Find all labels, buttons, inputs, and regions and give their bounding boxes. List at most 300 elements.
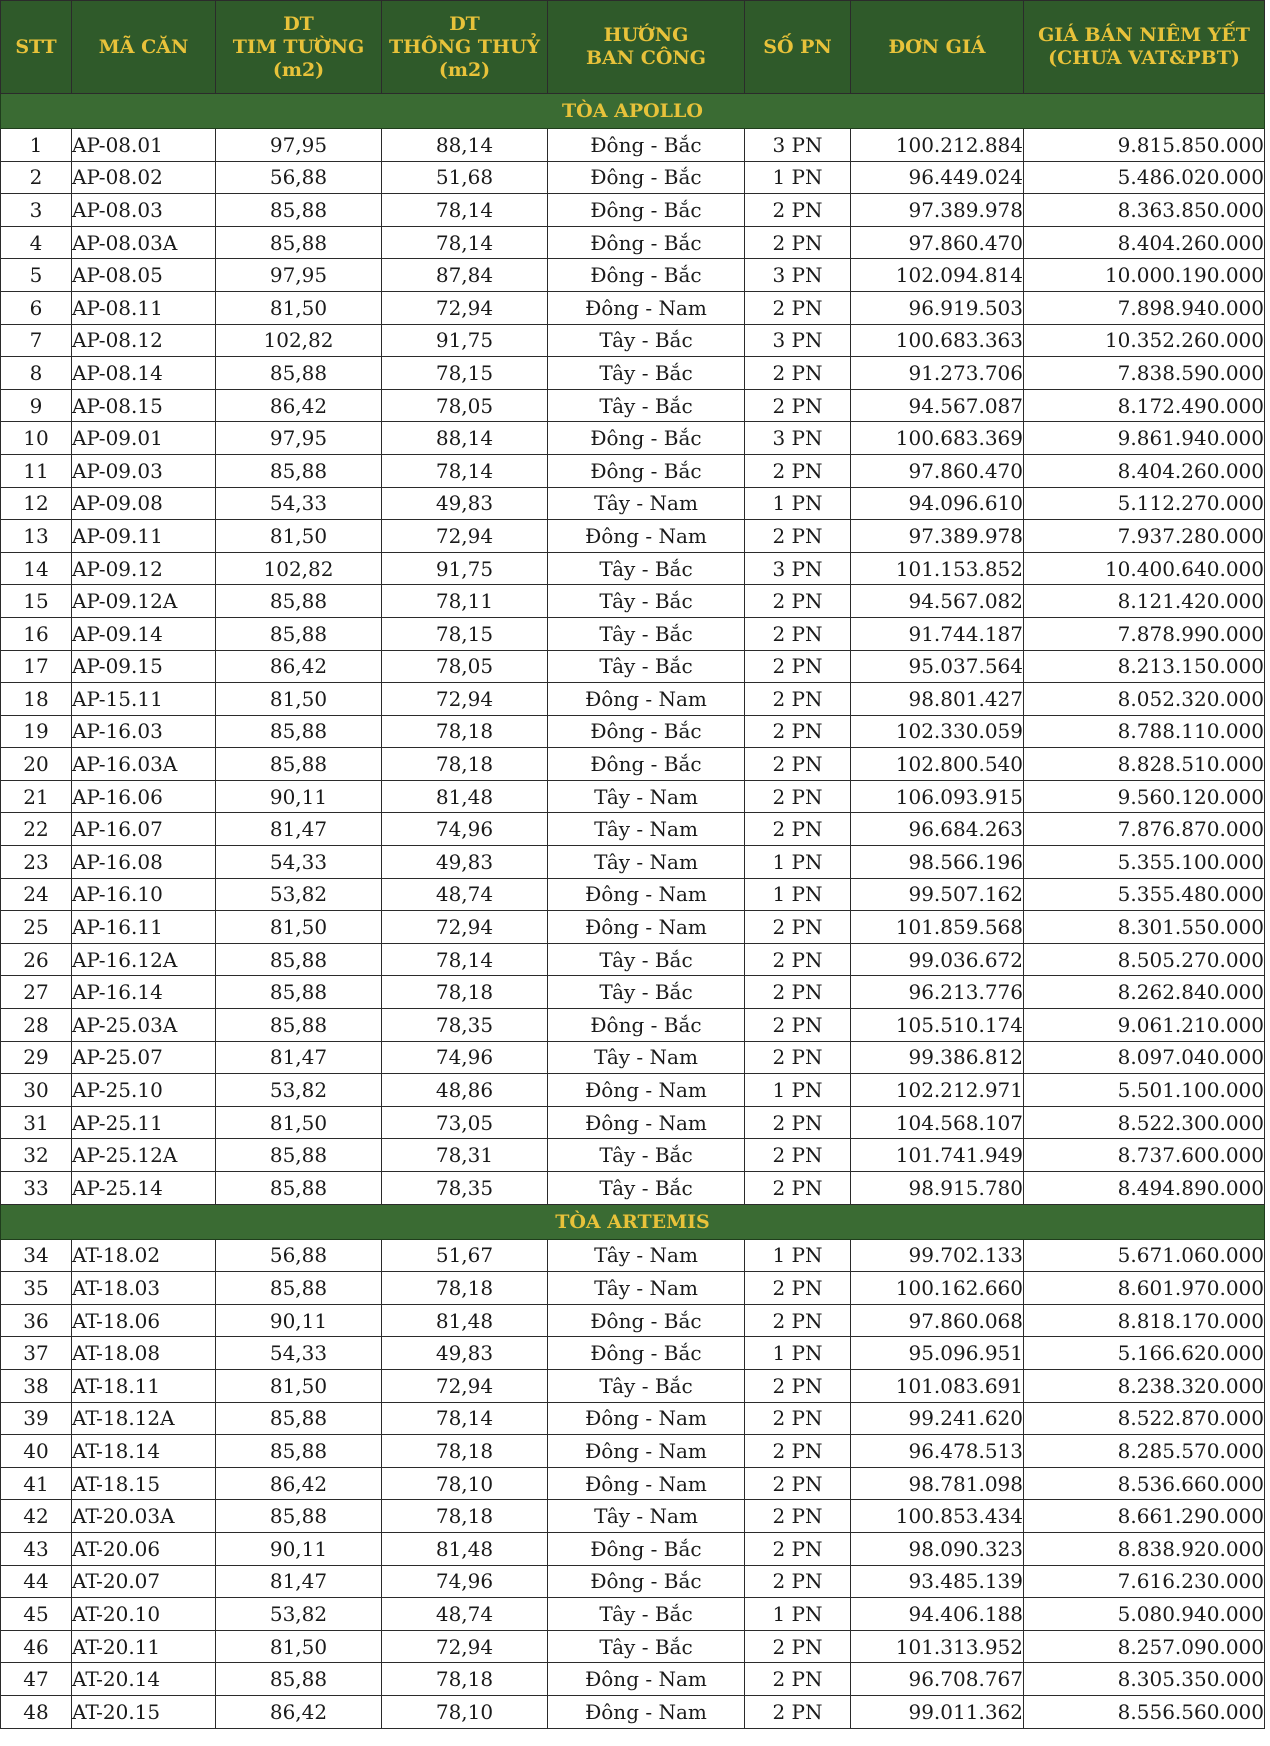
cell-ma-can: AP-16.08 bbox=[72, 846, 216, 879]
cell-dt-tim-tuong: 81,50 bbox=[216, 291, 382, 324]
cell-dt-thong-thuy: 74,96 bbox=[382, 813, 548, 846]
cell-stt: 42 bbox=[1, 1500, 72, 1533]
cell-dt-thong-thuy: 78,05 bbox=[382, 389, 548, 422]
cell-dt-tim-tuong: 53,82 bbox=[216, 1074, 382, 1107]
cell-so-pn: 1 PN bbox=[745, 1337, 851, 1370]
cell-don-gia: 101.313.952 bbox=[851, 1630, 1024, 1663]
cell-dt-tim-tuong: 53,82 bbox=[216, 1598, 382, 1631]
cell-so-pn: 1 PN bbox=[745, 161, 851, 194]
cell-dt-tim-tuong: 56,88 bbox=[216, 1239, 382, 1272]
cell-so-pn: 2 PN bbox=[745, 715, 851, 748]
cell-gia-ban: 7.878.990.000 bbox=[1024, 617, 1265, 650]
cell-ma-can: AT-20.06 bbox=[72, 1532, 216, 1565]
cell-gia-ban: 8.262.840.000 bbox=[1024, 976, 1265, 1009]
cell-dt-thong-thuy: 78,18 bbox=[382, 1500, 548, 1533]
cell-ma-can: AT-18.15 bbox=[72, 1467, 216, 1500]
cell-dt-tim-tuong: 81,50 bbox=[216, 1106, 382, 1139]
cell-dt-thong-thuy: 78,15 bbox=[382, 617, 548, 650]
cell-gia-ban: 8.522.870.000 bbox=[1024, 1402, 1265, 1435]
cell-huong: Đông - Nam bbox=[548, 1663, 745, 1696]
cell-stt: 2 bbox=[1, 161, 72, 194]
cell-don-gia: 102.330.059 bbox=[851, 715, 1024, 748]
cell-ma-can: AP-09.12 bbox=[72, 552, 216, 585]
cell-don-gia: 97.860.470 bbox=[851, 226, 1024, 259]
cell-ma-can: AP-25.07 bbox=[72, 1041, 216, 1074]
cell-dt-tim-tuong: 81,47 bbox=[216, 1041, 382, 1074]
table-row bbox=[1, 129, 1265, 162]
table-row bbox=[1, 878, 1265, 911]
cell-dt-thong-thuy: 74,96 bbox=[382, 1041, 548, 1074]
cell-so-pn: 3 PN bbox=[745, 259, 851, 292]
cell-so-pn: 2 PN bbox=[745, 226, 851, 259]
cell-huong: Tây - Nam bbox=[548, 813, 745, 846]
cell-so-pn: 3 PN bbox=[745, 422, 851, 455]
cell-dt-tim-tuong: 90,11 bbox=[216, 780, 382, 813]
cell-don-gia: 96.919.503 bbox=[851, 291, 1024, 324]
cell-huong: Đông - Nam bbox=[548, 1074, 745, 1107]
cell-dt-tim-tuong: 85,88 bbox=[216, 1500, 382, 1533]
cell-huong: Tây - Bắc bbox=[548, 617, 745, 650]
cell-so-pn: 2 PN bbox=[745, 1041, 851, 1074]
table-row bbox=[1, 976, 1265, 1009]
cell-dt-thong-thuy: 48,74 bbox=[382, 1598, 548, 1631]
cell-gia-ban: 8.838.920.000 bbox=[1024, 1532, 1265, 1565]
cell-dt-tim-tuong: 81,50 bbox=[216, 683, 382, 716]
cell-ma-can: AT-18.12A bbox=[72, 1402, 216, 1435]
cell-ma-can: AP-08.03A bbox=[72, 226, 216, 259]
cell-ma-can: AP-08.02 bbox=[72, 161, 216, 194]
cell-so-pn: 2 PN bbox=[745, 650, 851, 683]
table-row bbox=[1, 1663, 1265, 1696]
cell-don-gia: 98.801.427 bbox=[851, 683, 1024, 716]
cell-dt-tim-tuong: 97,95 bbox=[216, 129, 382, 162]
cell-dt-thong-thuy: 51,68 bbox=[382, 161, 548, 194]
cell-don-gia: 100.162.660 bbox=[851, 1272, 1024, 1305]
cell-dt-thong-thuy: 72,94 bbox=[382, 291, 548, 324]
cell-huong: Tây - Nam bbox=[548, 1041, 745, 1074]
cell-dt-tim-tuong: 86,42 bbox=[216, 389, 382, 422]
cell-ma-can: AP-15.11 bbox=[72, 683, 216, 716]
cell-gia-ban: 8.301.550.000 bbox=[1024, 911, 1265, 944]
cell-dt-tim-tuong: 97,95 bbox=[216, 422, 382, 455]
cell-don-gia: 100.683.369 bbox=[851, 422, 1024, 455]
cell-don-gia: 99.702.133 bbox=[851, 1239, 1024, 1272]
cell-gia-ban: 8.788.110.000 bbox=[1024, 715, 1265, 748]
cell-so-pn: 2 PN bbox=[745, 1500, 851, 1533]
table-row bbox=[1, 1172, 1265, 1205]
cell-don-gia: 96.213.776 bbox=[851, 976, 1024, 1009]
cell-dt-tim-tuong: 97,95 bbox=[216, 259, 382, 292]
cell-gia-ban: 8.494.890.000 bbox=[1024, 1172, 1265, 1205]
cell-gia-ban: 5.501.100.000 bbox=[1024, 1074, 1265, 1107]
table-row bbox=[1, 911, 1265, 944]
table-row bbox=[1, 1304, 1265, 1337]
cell-dt-thong-thuy: 49,83 bbox=[382, 487, 548, 520]
cell-stt: 40 bbox=[1, 1435, 72, 1468]
cell-dt-thong-thuy: 78,10 bbox=[382, 1695, 548, 1728]
cell-stt: 7 bbox=[1, 324, 72, 357]
cell-dt-thong-thuy: 91,75 bbox=[382, 552, 548, 585]
cell-ma-can: AT-18.06 bbox=[72, 1304, 216, 1337]
cell-huong: Tây - Bắc bbox=[548, 1598, 745, 1631]
cell-dt-thong-thuy: 72,94 bbox=[382, 683, 548, 716]
cell-huong: Tây - Nam bbox=[548, 780, 745, 813]
cell-stt: 8 bbox=[1, 357, 72, 390]
cell-gia-ban: 8.172.490.000 bbox=[1024, 389, 1265, 422]
table-row bbox=[1, 1500, 1265, 1533]
cell-so-pn: 2 PN bbox=[745, 1663, 851, 1696]
cell-don-gia: 105.510.174 bbox=[851, 1009, 1024, 1042]
cell-stt: 5 bbox=[1, 259, 72, 292]
cell-dt-thong-thuy: 78,18 bbox=[382, 748, 548, 781]
cell-dt-thong-thuy: 81,48 bbox=[382, 780, 548, 813]
cell-gia-ban: 9.560.120.000 bbox=[1024, 780, 1265, 813]
cell-gia-ban: 8.601.970.000 bbox=[1024, 1272, 1265, 1305]
cell-don-gia: 97.389.978 bbox=[851, 194, 1024, 227]
cell-dt-tim-tuong: 54,33 bbox=[216, 487, 382, 520]
cell-don-gia: 100.212.884 bbox=[851, 129, 1024, 162]
cell-ma-can: AT-18.02 bbox=[72, 1239, 216, 1272]
cell-dt-tim-tuong: 81,50 bbox=[216, 911, 382, 944]
cell-don-gia: 101.083.691 bbox=[851, 1369, 1024, 1402]
cell-so-pn: 2 PN bbox=[745, 1172, 851, 1205]
cell-huong: Đông - Nam bbox=[548, 911, 745, 944]
cell-dt-tim-tuong: 86,42 bbox=[216, 650, 382, 683]
cell-don-gia: 99.241.620 bbox=[851, 1402, 1024, 1435]
cell-huong: Tây - Nam bbox=[548, 846, 745, 879]
cell-dt-thong-thuy: 78,31 bbox=[382, 1139, 548, 1172]
cell-so-pn: 2 PN bbox=[745, 585, 851, 618]
cell-so-pn: 2 PN bbox=[745, 389, 851, 422]
cell-don-gia: 93.485.139 bbox=[851, 1565, 1024, 1598]
cell-gia-ban: 8.737.600.000 bbox=[1024, 1139, 1265, 1172]
cell-huong: Tây - Nam bbox=[548, 1239, 745, 1272]
cell-so-pn: 2 PN bbox=[745, 1402, 851, 1435]
cell-dt-tim-tuong: 85,88 bbox=[216, 1663, 382, 1696]
cell-so-pn: 2 PN bbox=[745, 291, 851, 324]
cell-huong: Đông - Bắc bbox=[548, 422, 745, 455]
table-row bbox=[1, 683, 1265, 716]
cell-don-gia: 96.449.024 bbox=[851, 161, 1024, 194]
cell-so-pn: 2 PN bbox=[745, 1272, 851, 1305]
cell-gia-ban: 10.400.640.000 bbox=[1024, 552, 1265, 585]
cell-huong: Tây - Bắc bbox=[548, 585, 745, 618]
table-row bbox=[1, 846, 1265, 879]
cell-so-pn: 3 PN bbox=[745, 552, 851, 585]
cell-ma-can: AP-08.03 bbox=[72, 194, 216, 227]
cell-so-pn: 2 PN bbox=[745, 1695, 851, 1728]
cell-ma-can: AP-16.03 bbox=[72, 715, 216, 748]
cell-gia-ban: 8.556.560.000 bbox=[1024, 1695, 1265, 1728]
cell-dt-thong-thuy: 48,74 bbox=[382, 878, 548, 911]
cell-gia-ban: 8.305.350.000 bbox=[1024, 1663, 1265, 1696]
cell-gia-ban: 8.213.150.000 bbox=[1024, 650, 1265, 683]
cell-gia-ban: 10.352.260.000 bbox=[1024, 324, 1265, 357]
cell-dt-tim-tuong: 81,50 bbox=[216, 1369, 382, 1402]
cell-so-pn: 2 PN bbox=[745, 683, 851, 716]
cell-don-gia: 101.153.852 bbox=[851, 552, 1024, 585]
cell-dt-thong-thuy: 88,14 bbox=[382, 422, 548, 455]
cell-huong: Đông - Nam bbox=[548, 1402, 745, 1435]
table-row bbox=[1, 1041, 1265, 1074]
table-row bbox=[1, 1009, 1265, 1042]
cell-ma-can: AP-08.01 bbox=[72, 129, 216, 162]
cell-dt-tim-tuong: 86,42 bbox=[216, 1695, 382, 1728]
cell-ma-can: AT-20.15 bbox=[72, 1695, 216, 1728]
table-row bbox=[1, 1074, 1265, 1107]
cell-so-pn: 1 PN bbox=[745, 846, 851, 879]
cell-dt-thong-thuy: 88,14 bbox=[382, 129, 548, 162]
table-row bbox=[1, 1369, 1265, 1402]
cell-ma-can: AT-20.11 bbox=[72, 1630, 216, 1663]
cell-dt-tim-tuong: 85,88 bbox=[216, 585, 382, 618]
cell-don-gia: 101.859.568 bbox=[851, 911, 1024, 944]
cell-dt-thong-thuy: 78,14 bbox=[382, 943, 548, 976]
table-row bbox=[1, 1402, 1265, 1435]
cell-huong: Tây - Bắc bbox=[548, 1139, 745, 1172]
cell-stt: 31 bbox=[1, 1106, 72, 1139]
cell-huong: Đông - Bắc bbox=[548, 1009, 745, 1042]
cell-huong: Tây - Bắc bbox=[548, 650, 745, 683]
cell-dt-tim-tuong: 53,82 bbox=[216, 878, 382, 911]
cell-gia-ban: 5.355.100.000 bbox=[1024, 846, 1265, 879]
cell-gia-ban: 10.000.190.000 bbox=[1024, 259, 1265, 292]
cell-huong: Đông - Nam bbox=[548, 878, 745, 911]
cell-gia-ban: 5.080.940.000 bbox=[1024, 1598, 1265, 1631]
cell-huong: Tây - Bắc bbox=[548, 1630, 745, 1663]
cell-stt: 22 bbox=[1, 813, 72, 846]
cell-don-gia: 102.800.540 bbox=[851, 748, 1024, 781]
cell-huong: Đông - Nam bbox=[548, 1695, 745, 1728]
cell-so-pn: 3 PN bbox=[745, 129, 851, 162]
cell-gia-ban: 7.838.590.000 bbox=[1024, 357, 1265, 390]
cell-huong: Đông - Bắc bbox=[548, 454, 745, 487]
table-row bbox=[1, 1239, 1265, 1272]
cell-don-gia: 104.568.107 bbox=[851, 1106, 1024, 1139]
cell-so-pn: 1 PN bbox=[745, 1239, 851, 1272]
cell-don-gia: 98.090.323 bbox=[851, 1532, 1024, 1565]
cell-huong: Đông - Nam bbox=[548, 520, 745, 553]
cell-stt: 12 bbox=[1, 487, 72, 520]
cell-gia-ban: 8.257.090.000 bbox=[1024, 1630, 1265, 1663]
cell-gia-ban: 7.616.230.000 bbox=[1024, 1565, 1265, 1598]
cell-so-pn: 2 PN bbox=[745, 1139, 851, 1172]
cell-dt-thong-thuy: 78,35 bbox=[382, 1009, 548, 1042]
cell-don-gia: 98.915.780 bbox=[851, 1172, 1024, 1205]
cell-so-pn: 1 PN bbox=[745, 1074, 851, 1107]
cell-huong: Đông - Bắc bbox=[548, 194, 745, 227]
header-so-pn: SỐ PN bbox=[745, 1, 851, 94]
cell-huong: Đông - Bắc bbox=[548, 1532, 745, 1565]
header-row bbox=[1, 1, 1265, 94]
cell-huong: Đông - Bắc bbox=[548, 1304, 745, 1337]
cell-gia-ban: 9.815.850.000 bbox=[1024, 129, 1265, 162]
cell-ma-can: AT-20.10 bbox=[72, 1598, 216, 1631]
cell-don-gia: 99.386.812 bbox=[851, 1041, 1024, 1074]
cell-ma-can: AP-08.15 bbox=[72, 389, 216, 422]
cell-don-gia: 95.037.564 bbox=[851, 650, 1024, 683]
cell-dt-thong-thuy: 78,05 bbox=[382, 650, 548, 683]
cell-gia-ban: 8.285.570.000 bbox=[1024, 1435, 1265, 1468]
cell-huong: Tây - Bắc bbox=[548, 389, 745, 422]
cell-so-pn: 2 PN bbox=[745, 976, 851, 1009]
cell-gia-ban: 8.505.270.000 bbox=[1024, 943, 1265, 976]
cell-don-gia: 100.853.434 bbox=[851, 1500, 1024, 1533]
cell-dt-tim-tuong: 85,88 bbox=[216, 1272, 382, 1305]
cell-ma-can: AT-18.11 bbox=[72, 1369, 216, 1402]
cell-dt-thong-thuy: 72,94 bbox=[382, 1369, 548, 1402]
cell-ma-can: AP-25.11 bbox=[72, 1106, 216, 1139]
cell-stt: 10 bbox=[1, 422, 72, 455]
header-gia-ban: GIÁ BÁN NIÊM YẾT (CHƯA VAT&PBT) bbox=[1024, 1, 1265, 94]
cell-don-gia: 96.478.513 bbox=[851, 1435, 1024, 1468]
cell-dt-thong-thuy: 91,75 bbox=[382, 324, 548, 357]
cell-ma-can: AT-20.14 bbox=[72, 1663, 216, 1696]
cell-stt: 44 bbox=[1, 1565, 72, 1598]
cell-so-pn: 3 PN bbox=[745, 324, 851, 357]
cell-ma-can: AP-09.14 bbox=[72, 617, 216, 650]
cell-dt-thong-thuy: 49,83 bbox=[382, 1337, 548, 1370]
cell-huong: Tây - Bắc bbox=[548, 1369, 745, 1402]
cell-huong: Đông - Bắc bbox=[548, 715, 745, 748]
table-row bbox=[1, 1435, 1265, 1468]
cell-huong: Đông - Nam bbox=[548, 1435, 745, 1468]
cell-dt-tim-tuong: 56,88 bbox=[216, 161, 382, 194]
cell-stt: 45 bbox=[1, 1598, 72, 1631]
cell-don-gia: 100.683.363 bbox=[851, 324, 1024, 357]
cell-dt-thong-thuy: 78,18 bbox=[382, 1435, 548, 1468]
cell-stt: 38 bbox=[1, 1369, 72, 1402]
cell-dt-tim-tuong: 81,47 bbox=[216, 1565, 382, 1598]
cell-dt-thong-thuy: 78,18 bbox=[382, 715, 548, 748]
cell-don-gia: 98.566.196 bbox=[851, 846, 1024, 879]
cell-gia-ban: 8.661.290.000 bbox=[1024, 1500, 1265, 1533]
cell-gia-ban: 8.121.420.000 bbox=[1024, 585, 1265, 618]
cell-stt: 28 bbox=[1, 1009, 72, 1042]
cell-so-pn: 2 PN bbox=[745, 1106, 851, 1139]
cell-stt: 15 bbox=[1, 585, 72, 618]
cell-huong: Tây - Bắc bbox=[548, 943, 745, 976]
table-row bbox=[1, 1598, 1265, 1631]
cell-dt-tim-tuong: 85,88 bbox=[216, 1009, 382, 1042]
cell-dt-thong-thuy: 49,83 bbox=[382, 846, 548, 879]
cell-dt-tim-tuong: 81,50 bbox=[216, 1630, 382, 1663]
cell-ma-can: AT-18.08 bbox=[72, 1337, 216, 1370]
cell-stt: 21 bbox=[1, 780, 72, 813]
cell-dt-thong-thuy: 78,15 bbox=[382, 357, 548, 390]
cell-dt-tim-tuong: 54,33 bbox=[216, 1337, 382, 1370]
table-row bbox=[1, 194, 1265, 227]
header-dt-tim-tuong: DT TIM TƯỜNG (m2) bbox=[216, 1, 382, 94]
table-row bbox=[1, 422, 1265, 455]
cell-dt-tim-tuong: 54,33 bbox=[216, 846, 382, 879]
cell-dt-thong-thuy: 73,05 bbox=[382, 1106, 548, 1139]
cell-gia-ban: 9.061.210.000 bbox=[1024, 1009, 1265, 1042]
table-row bbox=[1, 1695, 1265, 1728]
cell-huong: Đông - Nam bbox=[548, 1467, 745, 1500]
cell-dt-thong-thuy: 78,35 bbox=[382, 1172, 548, 1205]
cell-don-gia: 96.708.767 bbox=[851, 1663, 1024, 1696]
cell-gia-ban: 5.486.020.000 bbox=[1024, 161, 1265, 194]
cell-stt: 3 bbox=[1, 194, 72, 227]
cell-huong: Tây - Bắc bbox=[548, 324, 745, 357]
cell-ma-can: AP-09.01 bbox=[72, 422, 216, 455]
cell-don-gia: 99.036.672 bbox=[851, 943, 1024, 976]
cell-ma-can: AP-08.12 bbox=[72, 324, 216, 357]
cell-don-gia: 99.011.362 bbox=[851, 1695, 1024, 1728]
cell-ma-can: AP-08.11 bbox=[72, 291, 216, 324]
cell-so-pn: 2 PN bbox=[745, 780, 851, 813]
cell-don-gia: 101.741.949 bbox=[851, 1139, 1024, 1172]
cell-ma-can: AP-08.05 bbox=[72, 259, 216, 292]
cell-dt-tim-tuong: 85,88 bbox=[216, 1402, 382, 1435]
cell-ma-can: AP-09.11 bbox=[72, 520, 216, 553]
cell-don-gia: 96.684.263 bbox=[851, 813, 1024, 846]
table-row bbox=[1, 813, 1265, 846]
cell-stt: 34 bbox=[1, 1239, 72, 1272]
cell-dt-thong-thuy: 87,84 bbox=[382, 259, 548, 292]
cell-ma-can: AP-09.03 bbox=[72, 454, 216, 487]
cell-ma-can: AP-25.12A bbox=[72, 1139, 216, 1172]
cell-stt: 30 bbox=[1, 1074, 72, 1107]
table-row bbox=[1, 161, 1265, 194]
cell-dt-tim-tuong: 85,88 bbox=[216, 748, 382, 781]
cell-don-gia: 102.094.814 bbox=[851, 259, 1024, 292]
cell-huong: Đông - Nam bbox=[548, 1106, 745, 1139]
cell-gia-ban: 5.166.620.000 bbox=[1024, 1337, 1265, 1370]
cell-huong: Đông - Bắc bbox=[548, 161, 745, 194]
cell-stt: 41 bbox=[1, 1467, 72, 1500]
cell-stt: 39 bbox=[1, 1402, 72, 1435]
cell-stt: 35 bbox=[1, 1272, 72, 1305]
cell-dt-tim-tuong: 85,88 bbox=[216, 1139, 382, 1172]
table-row bbox=[1, 1532, 1265, 1565]
cell-don-gia: 98.781.098 bbox=[851, 1467, 1024, 1500]
cell-so-pn: 2 PN bbox=[745, 1532, 851, 1565]
table-row bbox=[1, 259, 1265, 292]
cell-stt: 18 bbox=[1, 683, 72, 716]
cell-dt-tim-tuong: 90,11 bbox=[216, 1304, 382, 1337]
cell-dt-thong-thuy: 81,48 bbox=[382, 1304, 548, 1337]
cell-stt: 13 bbox=[1, 520, 72, 553]
cell-ma-can: AP-16.14 bbox=[72, 976, 216, 1009]
cell-dt-thong-thuy: 78,14 bbox=[382, 1402, 548, 1435]
cell-don-gia: 94.567.082 bbox=[851, 585, 1024, 618]
cell-so-pn: 2 PN bbox=[745, 1369, 851, 1402]
cell-don-gia: 94.406.188 bbox=[851, 1598, 1024, 1631]
table-row bbox=[1, 650, 1265, 683]
cell-so-pn: 2 PN bbox=[745, 194, 851, 227]
table-row bbox=[1, 389, 1265, 422]
cell-stt: 25 bbox=[1, 911, 72, 944]
cell-stt: 32 bbox=[1, 1139, 72, 1172]
cell-stt: 43 bbox=[1, 1532, 72, 1565]
cell-so-pn: 2 PN bbox=[745, 1009, 851, 1042]
cell-dt-thong-thuy: 78,11 bbox=[382, 585, 548, 618]
cell-dt-tim-tuong: 85,88 bbox=[216, 1172, 382, 1205]
cell-gia-ban: 8.363.850.000 bbox=[1024, 194, 1265, 227]
cell-dt-thong-thuy: 74,96 bbox=[382, 1565, 548, 1598]
cell-gia-ban: 8.097.040.000 bbox=[1024, 1041, 1265, 1074]
group-title: TÒA APOLLO bbox=[1, 94, 1265, 129]
cell-gia-ban: 8.404.260.000 bbox=[1024, 226, 1265, 259]
group-header-row bbox=[1, 94, 1265, 129]
cell-dt-tim-tuong: 85,88 bbox=[216, 357, 382, 390]
cell-gia-ban: 8.522.300.000 bbox=[1024, 1106, 1265, 1139]
cell-don-gia: 95.096.951 bbox=[851, 1337, 1024, 1370]
cell-dt-tim-tuong: 86,42 bbox=[216, 1467, 382, 1500]
table-row bbox=[1, 780, 1265, 813]
